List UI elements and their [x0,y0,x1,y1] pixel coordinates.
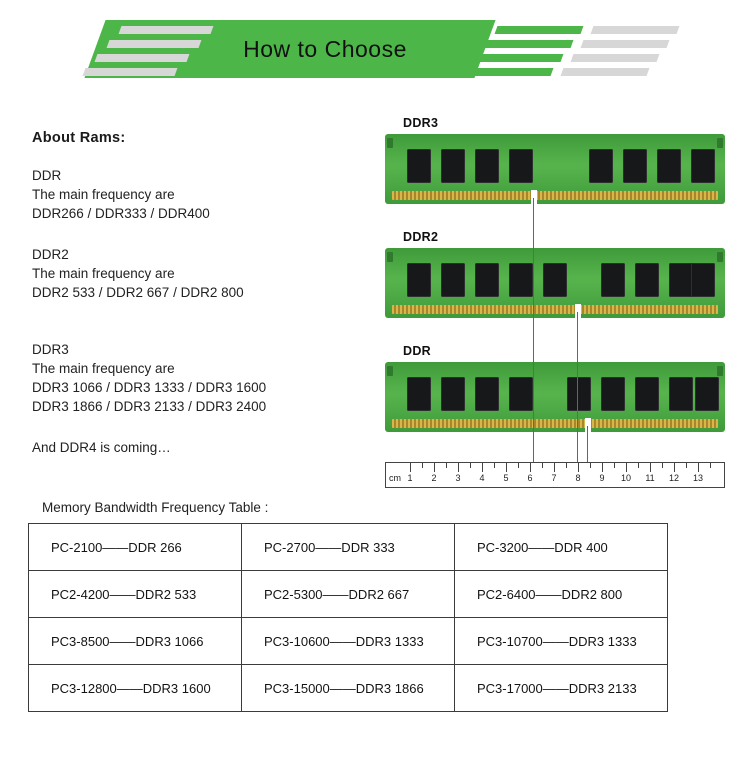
banner-chevron-right-grey-2 [581,40,670,48]
ruler-tick-label: 3 [455,473,461,483]
ruler-tick-label: 6 [527,473,533,483]
ram-chip [691,149,715,183]
ruler-unit-label: cm [389,473,401,483]
ruler-tick-label: 7 [551,473,557,483]
ruler-tick-label: 1 [407,473,413,483]
ruler-tick-label: 10 [620,473,632,483]
ruler-tick-label: 12 [668,473,680,483]
table-row [29,618,668,665]
banner-chevron-right-grey-1 [591,26,680,34]
ram-chip [441,149,465,183]
ram-label-ddr: DDR [403,344,431,358]
ram-gold-contacts [392,419,718,428]
ram-info-ddr3-line2: DDR3 1066 / DDR3 1333 / DDR3 1600 [32,380,267,395]
ram-chip [635,263,659,297]
ruler-tick-label: 9 [599,473,605,483]
table-cell: PC-3200——DDR 400 [455,524,668,571]
table-row [29,571,668,618]
ruler-tick-label: 11 [645,473,655,483]
table-cell: PC2-6400——DDR2 800 [455,571,668,618]
table-cell: PC3-8500——DDR3 1066 [29,618,242,665]
banner-chevron-right-green-1 [495,26,584,34]
ram-modules-diagram [385,116,730,491]
ruler-tick-label: 13 [692,473,704,483]
banner-chevron-right-grey-4 [561,68,650,76]
ram-chip [657,149,681,183]
page-title: How to Choose [243,36,407,62]
ram-chip [509,377,533,411]
table-cell: PC-2700——DDR 333 [242,524,455,571]
ram-notch-ddr [585,418,591,432]
ruler-tick-label: 5 [503,473,509,483]
page-header-banner [0,20,750,98]
ruler-tick-label: 2 [431,473,437,483]
ram-info-ddr-line2: DDR266 / DDR333 / DDR400 [32,206,210,221]
ram-label-ddr2: DDR2 [403,230,439,244]
ram-notch-ddr3 [531,190,537,204]
ram-chip [441,263,465,297]
banner-chevron-right-grey-3 [571,54,660,62]
table-row [29,665,668,712]
ram-info-ddr3-line1: The main frequency are [32,361,175,376]
ram-chip [601,263,625,297]
ram-notch-ddr2 [575,304,581,318]
table-cell: PC2-4200——DDR2 533 [29,571,242,618]
table-cell: PC3-12800——DDR3 1600 [29,665,242,712]
ram-info-ddr [32,166,210,223]
ram-stick-ddr2 [385,248,725,318]
ram-chip [475,377,499,411]
ram-info-ddr2-name: DDR2 [32,247,69,262]
ram-chip [635,377,659,411]
ram-stick-ddr3 [385,134,725,204]
table-row [29,524,668,571]
ram-gold-contacts [392,191,718,200]
ram-info-ddr3-line3: DDR3 1866 / DDR3 2133 / DDR3 2400 [32,399,267,414]
about-rams-heading: About Rams: [32,130,126,146]
ram-info-ddr3 [32,340,266,416]
ram-chip [669,263,693,297]
banner-chevron-right-green-2 [485,40,574,48]
table-cell: PC3-10600——DDR3 1333 [242,618,455,665]
ram-info-ddr3-name: DDR3 [32,342,69,357]
centimeter-ruler [385,462,725,488]
ram-label-ddr3: DDR3 [403,116,439,130]
ram-chip [407,263,431,297]
ddr4-footnote: And DDR4 is coming… [32,440,171,455]
ram-chip [407,377,431,411]
ram-chip [589,149,613,183]
ram-chip [567,377,591,411]
ram-chip [475,263,499,297]
ram-info-ddr2-line1: The main frequency are [32,266,175,281]
ram-chip [407,149,431,183]
ram-chip [623,149,647,183]
bandwidth-table-caption: Memory Bandwidth Frequency Table : [42,500,269,515]
ram-info-ddr-name: DDR [32,168,62,183]
table-cell: PC2-5300——DDR2 667 [242,571,455,618]
ram-info-ddr2 [32,245,244,302]
ram-chip [543,263,567,297]
table-cell: PC3-17000——DDR3 2133 [455,665,668,712]
ruler-tick-label: 8 [575,473,581,483]
ram-chip [695,377,719,411]
ram-stick-ddr [385,362,725,432]
table-cell: PC3-10700——DDR3 1333 [455,618,668,665]
memory-bandwidth-table [28,523,668,712]
ram-chip [509,263,533,297]
ram-gold-contacts [392,305,718,314]
ram-chip [691,263,715,297]
ram-chip [509,149,533,183]
notch-leader-line-ddr3 [533,198,534,468]
ram-info-ddr-line1: The main frequency are [32,187,175,202]
table-cell: PC3-15000——DDR3 1866 [242,665,455,712]
ram-chip [601,377,625,411]
table-cell: PC-2100——DDR 266 [29,524,242,571]
ruler-tick-label: 4 [479,473,485,483]
ram-chip [441,377,465,411]
ram-chip [475,149,499,183]
ram-info-ddr2-line2: DDR2 533 / DDR2 667 / DDR2 800 [32,285,244,300]
notch-leader-line-ddr2 [577,312,578,468]
ram-chip [669,377,693,411]
